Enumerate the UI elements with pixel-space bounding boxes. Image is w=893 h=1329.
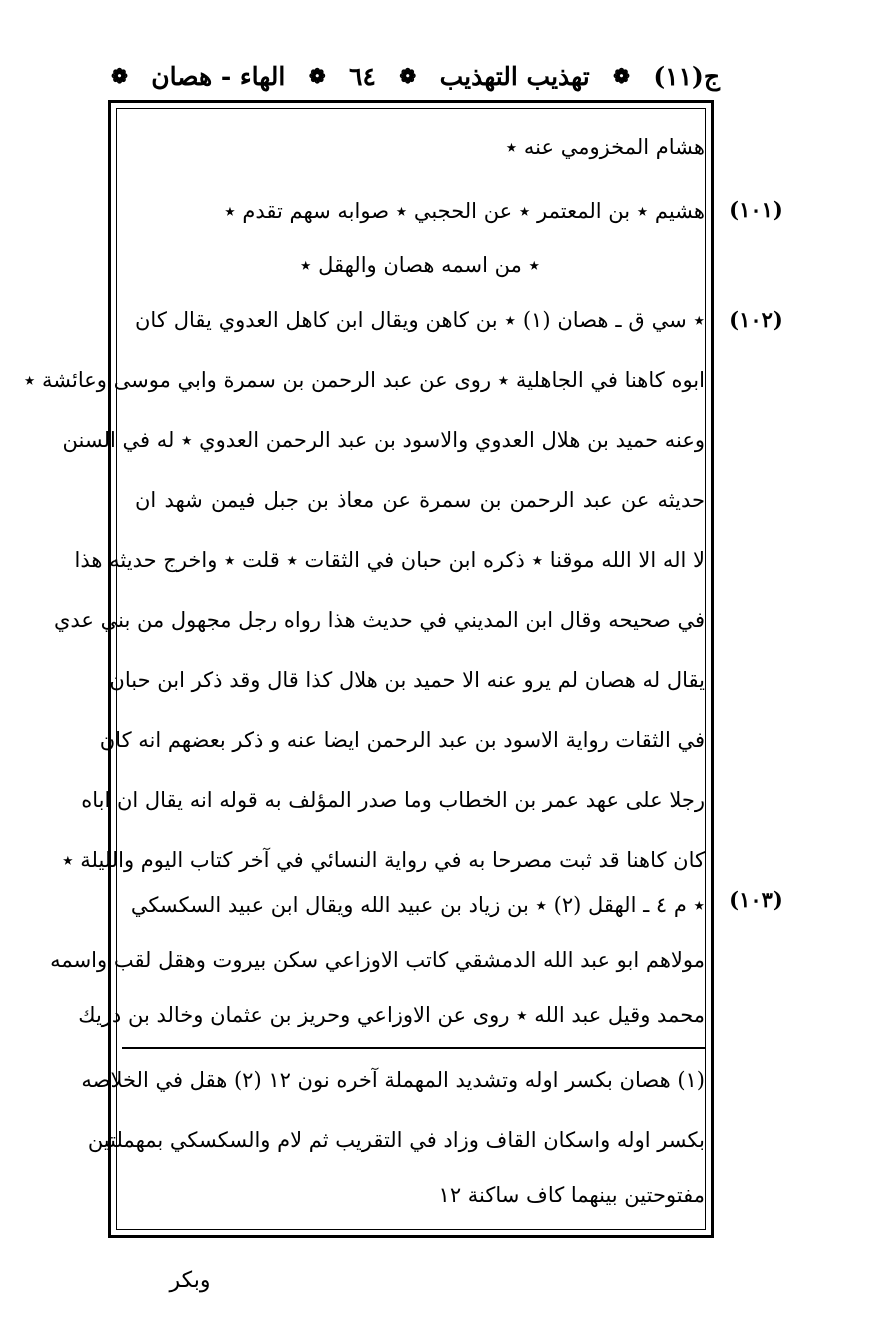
- body-line: ٭ م ٤ ـ الهقل (٢) ٭ بن زياد بن عبيد الله ويقال ابن عبيد السكسكي: [130, 893, 705, 917]
- body-line: محمد وقيل عبد الله ٭ روى عن الاوزاعي وحريز بن عثمان وخالد بن دريك: [78, 1003, 705, 1027]
- ornament-icon: ❁: [111, 64, 128, 88]
- ornament-icon: ❁: [399, 64, 417, 88]
- body-line: وعنه حميد بن هلال العدوي والاسود بن عبد الرحمن العدوي ٭ له في السنن: [62, 428, 705, 452]
- ornament-icon: ❁: [308, 64, 326, 88]
- body-line: ٭ من اسمه هصان والهقل ٭: [299, 253, 540, 277]
- entry-number: (١٠١): [729, 197, 783, 222]
- volume-label: ج(١١): [653, 61, 720, 91]
- body-line: في صحيحه وقال ابن المديني في حديث هذا رواه رجل مجهول من بني عدي: [53, 608, 705, 632]
- body-line: هشام المخزومي عنه ٭: [505, 135, 705, 159]
- body-line: لا اله الا الله موقنا ٭ ذكره ابن حبان في الثقات ٭ قلت ٭ واخرج حديثه هذا: [74, 548, 705, 572]
- body-line: كان كاهنا قد ثبت مصرحا به في رواية النسائي في آخر كتاب اليوم والليلة ٭: [62, 848, 705, 872]
- body-line: ابوه كاهنا في الجاهلية ٭ روى عن عبد الرحمن بن سمرة وابي موسى وعائشة ٭: [23, 368, 705, 392]
- body-line: يقال له هصان لم يرو عنه الا حميد بن هلال كذا قال وقد ذكر ابن حبان: [109, 668, 705, 692]
- ornament-icon: ❁: [613, 64, 630, 88]
- catchword: وبكر: [169, 1268, 211, 1293]
- body-line: في الثقات رواية الاسود بن عبد الرحمن ايضا عنه و ذكر بعضهم انه كان: [99, 728, 705, 752]
- section-title: الهاء - هصان: [151, 61, 286, 91]
- body-line: رجلا على عهد عمر بن الخطاب وما صدر المؤلف به قوله انه يقال ان اباه: [81, 788, 705, 812]
- footnote-line: (١) هصان بكسر اوله وتشديد المهملة آخره نون ١٢ (٢) هقل في الخلاصه: [81, 1068, 705, 1092]
- page-header: [108, 56, 720, 96]
- body-line: مولاهم ابو عبد الله الدمشقي كاتب الاوزاعي سكن بيروت وهقل لقب واسمه: [50, 948, 705, 972]
- body-line: ٭ سي ق ـ هصان (١) ٭ بن كاهن ويقال ابن كاهل العدوي يقال كان: [135, 308, 705, 332]
- entry-number: (١٠٢): [729, 307, 783, 332]
- entry-number: (١٠٣): [729, 887, 783, 912]
- footnote-line: بكسر اوله واسكان القاف وزاد في التقريب ثم لام والسكسكي بمهملتين: [87, 1128, 705, 1152]
- page-number: ٦٤: [349, 61, 376, 91]
- book-title: تهذيب التهذيب: [439, 61, 590, 91]
- footnote-line: مفتوحتين بينهما كاف ساكنة ١٢: [438, 1183, 705, 1207]
- footnote-separator: [122, 1047, 706, 1049]
- body-line: هشيم ٭ بن المعتمر ٭ عن الحجبي ٭ صوابه سهم تقدم ٭: [224, 199, 705, 223]
- body-line: حديثه عن عبد الرحمن بن سمرة عن معاذ بن جبل فيمن شهد ان: [135, 488, 705, 512]
